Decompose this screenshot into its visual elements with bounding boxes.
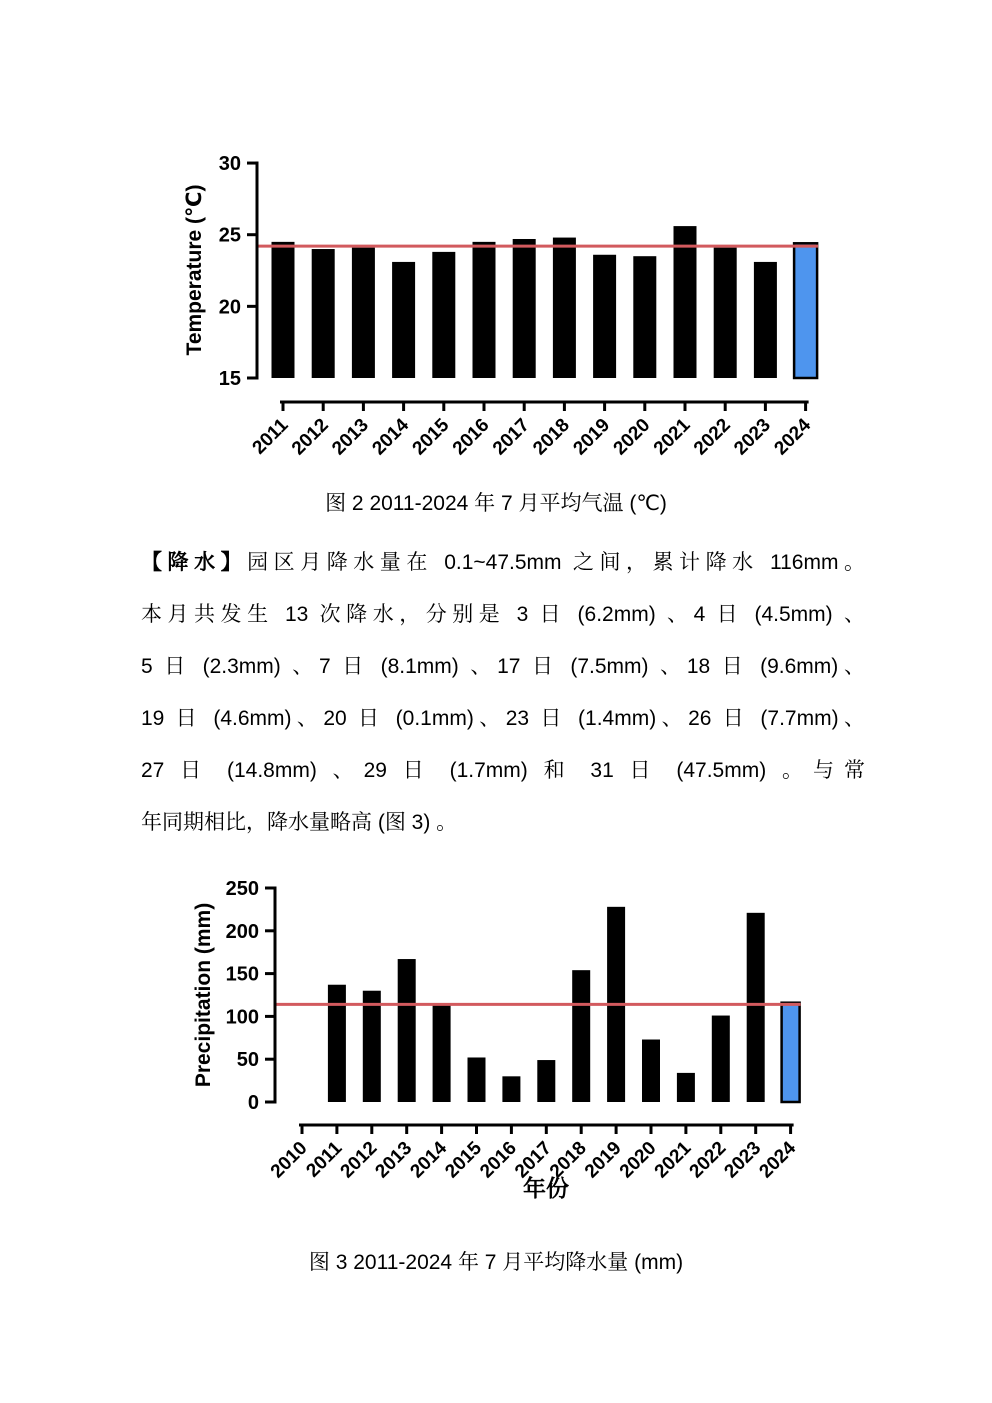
bar-2012 — [363, 991, 381, 1102]
svg-text:2016: 2016 — [476, 1137, 521, 1183]
bar-2020 — [633, 256, 656, 378]
bar-2017 — [537, 1060, 555, 1102]
bar-2011 — [272, 242, 295, 378]
bar-2018 — [572, 970, 590, 1102]
temperature-bar-chart-svg — [185, 138, 845, 483]
svg-text:0: 0 — [247, 1092, 259, 1114]
paragraph-line-4: 19 日 (4.6mm)、20 日 (0.1mm)、23 日 (1.4mm)、26 日 (7.7mm)、 — [141, 707, 865, 730]
svg-text:2013: 2013 — [328, 414, 373, 460]
bar-2013 — [398, 959, 416, 1102]
bar-2015 — [468, 1057, 486, 1102]
svg-text:2011: 2011 — [248, 414, 293, 459]
paragraph-line-2: 本月共发生 13 次降水，分别是 3 日 (6.2mm) 、4 日 (4.5mm) 、 — [141, 603, 865, 626]
svg-text:年份: 年份 — [523, 1175, 569, 1201]
bar-2024 — [794, 243, 817, 378]
svg-text:2022: 2022 — [685, 1137, 731, 1183]
svg-text:30: 30 — [218, 153, 241, 176]
bar-2011 — [328, 985, 346, 1102]
bar-2014 — [433, 1004, 451, 1102]
svg-text:2011: 2011 — [302, 1137, 347, 1182]
svg-text:2023: 2023 — [730, 414, 775, 460]
svg-text:25: 25 — [218, 224, 241, 247]
bar-2021 — [674, 226, 697, 378]
bar-2024 — [782, 1003, 800, 1102]
bar-2022 — [714, 248, 737, 378]
svg-text:2021: 2021 — [649, 414, 695, 460]
bar-2013 — [352, 248, 375, 378]
figure-2-caption: 图 2 2011-2024 年 7 月平均气温 (℃) — [325, 492, 667, 515]
bar-2016 — [502, 1076, 520, 1102]
svg-text:200: 200 — [225, 920, 259, 943]
svg-text:2013: 2013 — [371, 1137, 417, 1183]
svg-text:2023: 2023 — [720, 1137, 766, 1183]
bar-2019 — [593, 255, 616, 378]
svg-text:2015: 2015 — [441, 1137, 487, 1183]
bar-2023 — [747, 913, 765, 1102]
precipitation-bar-chart-svg — [190, 858, 850, 1230]
bar-2015 — [432, 252, 455, 378]
paragraph-line-6: 年同期相比，降水量略高 (图 3) 。 — [141, 811, 458, 834]
bar-2021 — [677, 1073, 695, 1102]
paragraph-line-1 — [141, 537, 865, 589]
svg-text:2015: 2015 — [408, 414, 454, 460]
svg-text:15: 15 — [218, 368, 241, 390]
svg-text:2020: 2020 — [615, 1137, 661, 1183]
svg-text:2017: 2017 — [488, 414, 534, 460]
bar-2014 — [392, 262, 415, 378]
svg-text:50: 50 — [236, 1049, 259, 1072]
svg-text:2020: 2020 — [609, 414, 655, 460]
svg-text:150: 150 — [225, 963, 259, 986]
svg-text:2018: 2018 — [529, 414, 574, 460]
figure-3-caption: 图 3 2011-2024 年 7 月平均降水量 (mm) — [308, 1251, 684, 1274]
svg-text:2014: 2014 — [368, 414, 414, 460]
bar-2016 — [473, 242, 496, 378]
svg-text:2017: 2017 — [511, 1137, 556, 1183]
bar-2022 — [712, 1016, 730, 1102]
paragraph-heading: 【降水】 — [141, 551, 248, 574]
svg-text:2024: 2024 — [755, 1137, 801, 1183]
svg-text:2014: 2014 — [406, 1137, 452, 1183]
svg-text:250: 250 — [225, 878, 259, 900]
svg-text:2019: 2019 — [580, 1137, 626, 1183]
precipitation-paragraph — [141, 537, 865, 849]
bar-2018 — [553, 238, 576, 378]
svg-text:2012: 2012 — [287, 414, 333, 460]
bar-2020 — [642, 1040, 660, 1102]
svg-text:2022: 2022 — [689, 414, 735, 460]
svg-text:2021: 2021 — [650, 1137, 696, 1183]
svg-text:Precipitation (mm): Precipitation (mm) — [192, 902, 215, 1088]
svg-text:2018: 2018 — [545, 1137, 591, 1183]
svg-text:2016: 2016 — [448, 414, 494, 460]
bar-2017 — [513, 239, 536, 378]
svg-text:2019: 2019 — [569, 414, 615, 460]
svg-text:2024: 2024 — [770, 414, 816, 460]
svg-text:20: 20 — [218, 296, 241, 319]
svg-text:Temperature (℃): Temperature (℃) — [185, 184, 206, 356]
svg-text:2010: 2010 — [266, 1137, 312, 1183]
svg-text:100: 100 — [225, 1006, 259, 1029]
paragraph-line-1-text: 园区月降水量在 0.1~47.5mm 之间，累计降水 116mm。 — [247, 551, 865, 574]
svg-text:2012: 2012 — [336, 1137, 382, 1183]
paragraph-line-3: 5 日 (2.3mm) 、7 日 (8.1mm) 、17 日 (7.5mm) 、18 日 (9.6mm)、 — [141, 655, 865, 678]
figure-2-temperature-chart — [185, 138, 845, 483]
bar-2023 — [754, 262, 777, 378]
paragraph-line-5: 27 日 (14.8mm) 、29 日 (1.7mm) 和 31 日 (47.5mm) 。与常 — [141, 759, 865, 782]
figure-3-precipitation-chart — [190, 858, 850, 1230]
bar-2012 — [312, 249, 335, 378]
